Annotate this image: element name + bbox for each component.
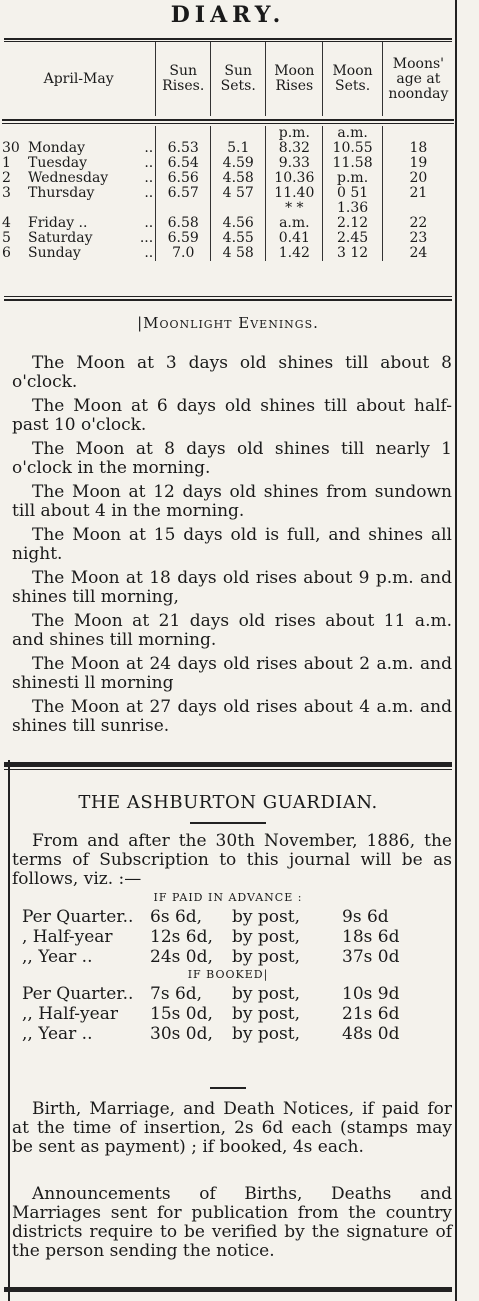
leader-dots: .. <box>144 155 154 171</box>
day-number: 1 <box>2 155 11 171</box>
cell-ms: 10.55 <box>323 141 382 156</box>
day-name: Sunday <box>28 245 81 261</box>
period-label: , Half-year <box>22 927 113 947</box>
cell-mr: 10.36 <box>266 171 323 186</box>
cell-age: 24 <box>382 246 454 261</box>
thick-rule <box>4 1287 452 1292</box>
cell-age: 18 <box>382 141 454 156</box>
diary-title: DIARY. <box>170 2 286 28</box>
by-post-label: by post, <box>232 907 300 927</box>
short-rule <box>210 1087 246 1089</box>
col-header: Sun Rises. <box>156 42 211 116</box>
booked-heading: IF BOOKED| <box>187 968 269 981</box>
leader-dots: .. <box>144 170 154 186</box>
price-post: 18s 6d <box>342 927 400 947</box>
period-label: Per Quarter.. <box>22 907 134 927</box>
diary-row <box>2 201 454 216</box>
notice-announcements: Announcements of Births, Deaths and Marriages sent for publication from the country districts require to be verified by the signature of the person sending the notice. <box>12 1184 452 1261</box>
moonlight-item: The Moon at 27 days old rises about 4 a.m. and shines till sunrise. <box>12 697 452 736</box>
leader-dots: .. <box>144 215 154 231</box>
cell-mr: 11.40 <box>266 186 323 201</box>
col-header: Moon Rises <box>266 42 323 116</box>
price-post: 48s 0d <box>342 1024 400 1044</box>
price-row <box>22 1005 442 1024</box>
price-row <box>22 908 442 927</box>
divider <box>4 296 452 297</box>
cell-sr: 6.53 <box>156 141 211 156</box>
cell-sr <box>156 201 211 216</box>
price-row <box>22 928 442 947</box>
moonlight-item: The Moon at 24 days old rises about 2 a.m. and shinesti ll morning <box>12 654 452 693</box>
period-label: Per Quarter.. <box>22 984 134 1004</box>
day-name: Wednesday <box>28 170 109 186</box>
price-direct: 6s 6d, <box>150 907 203 927</box>
by-post-label: by post, <box>232 984 300 1004</box>
thick-rule <box>4 762 452 767</box>
column-rule <box>455 0 457 1301</box>
leader-dots: ... <box>139 230 154 246</box>
cell-sr: 6.57 <box>156 186 211 201</box>
day-number: 6 <box>2 245 11 261</box>
cell-mr: 1.42 <box>266 246 323 261</box>
cell-ss: 4 58 <box>211 246 266 261</box>
cell-mr: 9.33 <box>266 156 323 171</box>
cell-ms: 1.36 <box>323 201 382 216</box>
moonlight-item: The Moon at 3 days old shines till about 8 o'clock. <box>12 353 452 392</box>
price-direct: 12s 6d, <box>150 927 213 947</box>
cell-ss: 4.56 <box>211 216 266 231</box>
col-header: Moons' age at noonday <box>382 42 454 116</box>
cell-sr: 6.56 <box>156 171 211 186</box>
cell-mr: * * <box>266 201 323 216</box>
advance-heading: IF PAID IN ADVANCE : <box>153 891 303 904</box>
moonlight-item: The Moon at 8 days old shines till nearly 1 o'clock in the morning. <box>12 439 452 478</box>
diary-row <box>2 231 454 246</box>
cell-age: 20 <box>382 171 454 186</box>
cell-age: 22 <box>382 216 454 231</box>
leader-dots: .. <box>144 185 154 201</box>
divider <box>4 769 452 770</box>
day-number: 2 <box>2 170 11 186</box>
divider <box>4 38 452 40</box>
moonlight-item: The Moon at 21 days old rises about 11 a.m. and shines till morning. <box>12 611 452 650</box>
cell-ms: 3 12 <box>323 246 382 261</box>
cell-ms: p.m. <box>323 171 382 186</box>
leader-dots: .. <box>144 245 154 261</box>
moon-rise-period: p.m. <box>266 126 323 141</box>
price-post: 10s 9d <box>342 984 400 1004</box>
day-number: 30 <box>2 140 20 156</box>
day-number: 3 <box>2 185 11 201</box>
cell-ms: 2.12 <box>323 216 382 231</box>
price-row <box>22 948 442 967</box>
diary-row <box>2 156 454 171</box>
price-direct: 7s 6d, <box>150 984 203 1004</box>
cell-ss: 4.59 <box>211 156 266 171</box>
price-post: 21s 6d <box>342 1004 400 1024</box>
cell-ms: 2.45 <box>323 231 382 246</box>
price-post: 37s 0d <box>342 947 400 967</box>
cell-ms: 0 51 <box>323 186 382 201</box>
cell-ss: 4.55 <box>211 231 266 246</box>
by-post-label: by post, <box>232 927 300 947</box>
cell-mr: a.m. <box>266 216 323 231</box>
price-row <box>22 1025 442 1044</box>
cell-age: 19 <box>382 156 454 171</box>
col-header: Sun Sets. <box>211 42 266 116</box>
diary-table <box>2 42 454 261</box>
short-rule <box>190 822 266 824</box>
leader-dots: .. <box>144 140 154 156</box>
moonlight-item: The Moon at 15 days old is full, and shines all night. <box>12 525 452 564</box>
price-post: 9s 6d <box>342 907 389 927</box>
cell-ss: 4.58 <box>211 171 266 186</box>
moonlight-item: The Moon at 12 days old shines from sundown till about 4 in the morning. <box>12 482 452 521</box>
day-name: Saturday <box>28 230 93 246</box>
cell-sr: 6.54 <box>156 156 211 171</box>
moon-set-period: a.m. <box>323 126 382 141</box>
divider <box>4 299 452 301</box>
by-post-label: by post, <box>232 947 300 967</box>
day-name: Thursday <box>28 185 95 201</box>
cell-ss <box>211 201 266 216</box>
diary-row <box>2 246 454 261</box>
by-post-label: by post, <box>232 1004 300 1024</box>
subscription-intro: From and after the 30th November, 1886, the terms of Subscription to this journal will be as follows, viz. :— <box>12 831 452 889</box>
col-header: April-May <box>43 70 114 87</box>
col-header: Moon Sets. <box>323 42 382 116</box>
day-number: 5 <box>2 230 11 246</box>
price-direct: 30s 0d, <box>150 1024 213 1044</box>
price-direct: 24s 0d, <box>150 947 213 967</box>
day-number: 4 <box>2 215 11 231</box>
period-label: ,, Year .. <box>22 1024 93 1044</box>
cell-sr: 7.0 <box>156 246 211 261</box>
period-label: ,, Half-year <box>22 1004 118 1024</box>
cell-ss: 4 57 <box>211 186 266 201</box>
period-label: ,, Year .. <box>22 947 93 967</box>
guardian-title: THE ASHBURTON GUARDIAN. <box>78 792 378 813</box>
by-post-label: by post, <box>232 1024 300 1044</box>
diary-row <box>2 186 454 201</box>
moonlight-item: The Moon at 18 days old rises about 9 p.m. and shines till morning, <box>12 568 452 607</box>
diary-row <box>2 216 454 231</box>
diary-row <box>2 141 454 156</box>
cell-mr: 0.41 <box>266 231 323 246</box>
day-name: Tuesday <box>28 155 88 171</box>
cell-age: 23 <box>382 231 454 246</box>
cell-mr: 8.32 <box>266 141 323 156</box>
notice-births: Birth, Marriage, and Death Notices, if paid for at the time of insertion, 2s 6d each (stamps may be sent as payment) ; if booked, 4s each. <box>12 1099 452 1157</box>
cell-ms: 11.58 <box>323 156 382 171</box>
price-direct: 15s 0d, <box>150 1004 213 1024</box>
moonlight-heading: |Moonlight Evenings. <box>137 314 319 332</box>
cell-sr: 6.59 <box>156 231 211 246</box>
column-rule <box>8 760 10 1301</box>
diary-row <box>2 171 454 186</box>
day-name: Friday .. <box>28 215 88 231</box>
cell-sr: 6.58 <box>156 216 211 231</box>
cell-ss: 5.1 <box>211 141 266 156</box>
price-row <box>22 985 442 1004</box>
day-name: Monday <box>28 140 85 156</box>
cell-age: 21 <box>382 186 454 201</box>
moonlight-item: The Moon at 6 days old shines till about half-past 10 o'clock. <box>12 396 452 435</box>
cell-age <box>382 201 454 216</box>
